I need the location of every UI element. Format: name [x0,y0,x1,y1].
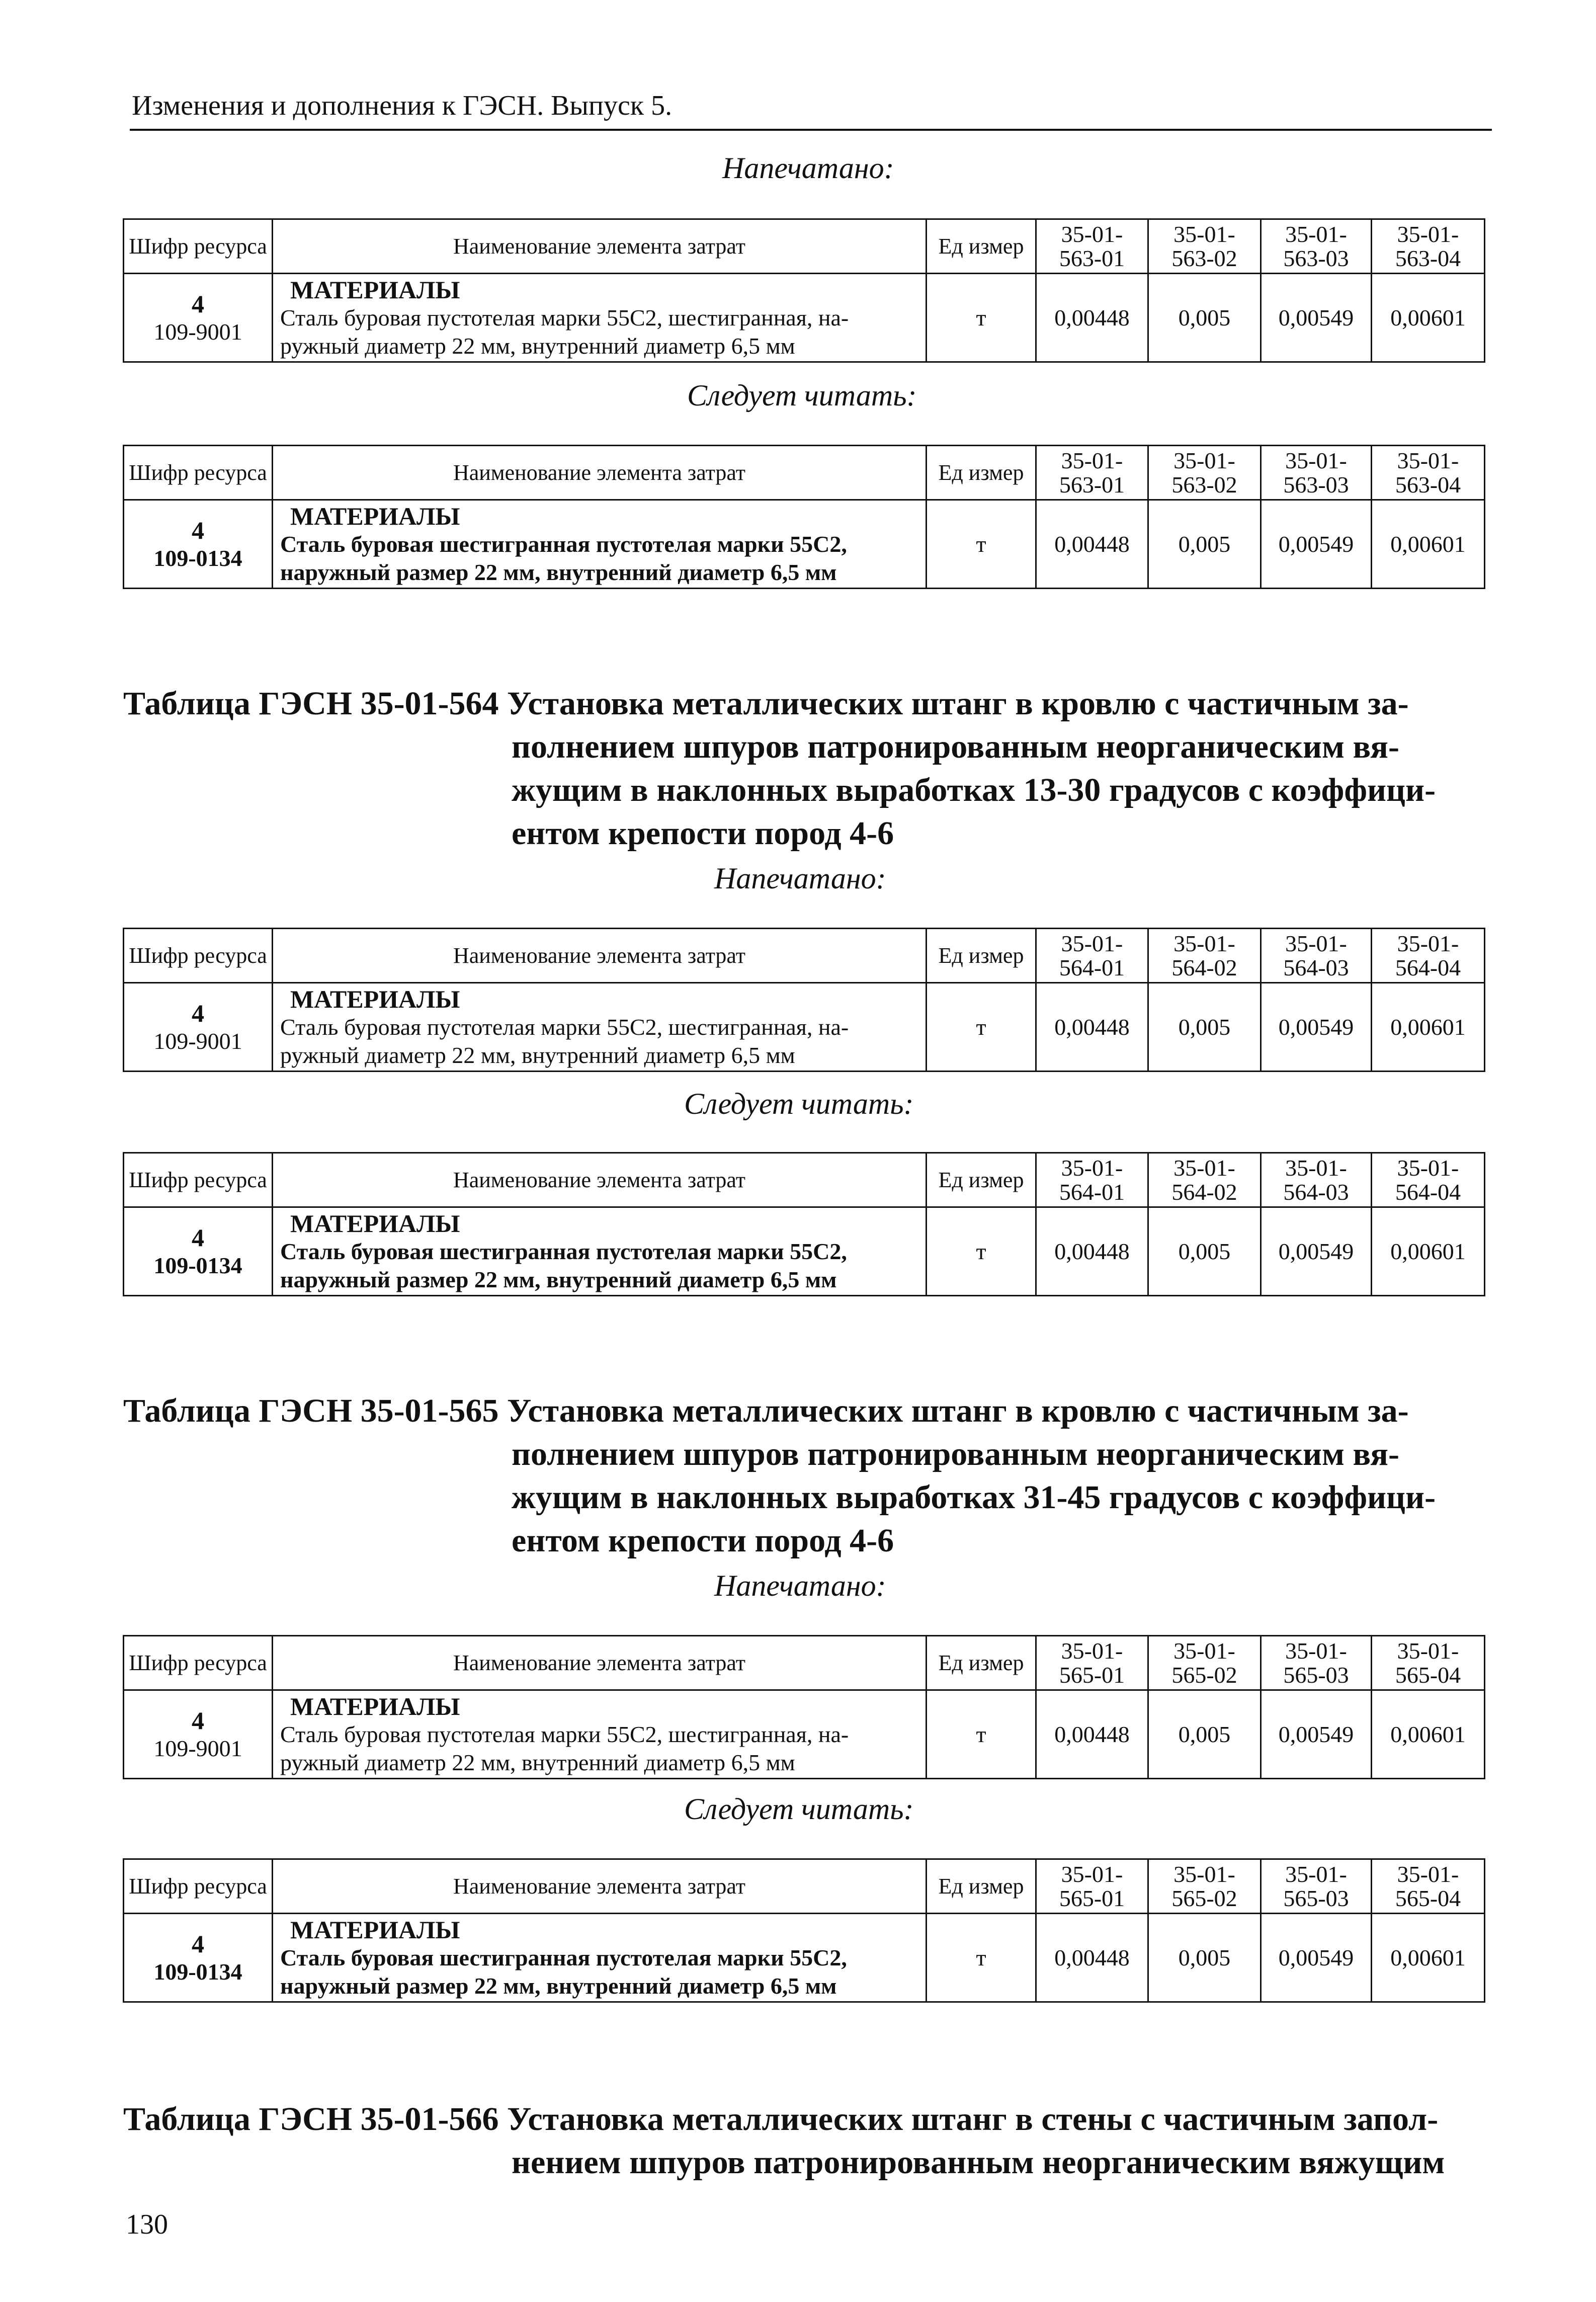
table-header-row [124,929,1485,983]
col-code-4: 35-01- 565-04 [1372,1859,1485,1914]
table-corrected-564 [123,1152,1485,1296]
col-code-2: 35-01- 563-02 [1148,219,1261,274]
col-unit: Ед измер [927,1153,1036,1207]
table-row [124,1207,1485,1296]
unit-cell: т [927,1207,1036,1296]
col-code-2: 35-01- 564-02 [1148,929,1261,983]
col-code-3: 35-01- 563-03 [1261,219,1372,274]
col-unit: Ед измер [927,219,1036,274]
value-cell: 0,00601 [1372,1690,1485,1779]
table-row [124,274,1485,362]
value-cell: 0,00448 [1036,983,1148,1072]
col-code: Шифр ресурса [124,219,273,274]
table-row [124,500,1485,589]
table-row [124,1914,1485,2002]
col-code-4: 35-01- 563-04 [1372,219,1485,274]
table-row [124,983,1485,1072]
resource-name-cell: МАТЕРИАЛЫ Сталь буровая шестигранная пустотелая марки 55С2, наружный размер 22 мм, внутренний диаметр 6,5 мм [273,1207,927,1296]
resource-name-cell: МАТЕРИАЛЫ Сталь буровая шестигранная пустотелая марки 55С2, наружный размер 22 мм, внутренний диаметр 6,5 мм [273,1914,927,2002]
resource-name-cell: МАТЕРИАЛЫ Сталь буровая шестигранная пустотелая марки 55С2, наружный размер 22 мм, внутренний диаметр 6,5 мм [273,500,927,589]
col-name: Наименование элемента затрат [273,1859,927,1914]
col-code-3: 35-01- 563-03 [1261,446,1372,500]
running-header: Изменения и дополнения к ГЭСН. Выпуск 5. [132,90,673,121]
caption-should-read: Следует читать: [684,1087,914,1120]
col-code-1: 35-01- 563-01 [1036,219,1148,274]
col-code-3: 35-01- 564-03 [1261,1153,1372,1207]
col-code: Шифр ресурса [124,1636,273,1690]
header-rule [130,129,1492,131]
col-code-1: 35-01- 564-01 [1036,1153,1148,1207]
value-cell: 0,00549 [1261,274,1372,362]
col-code: Шифр ресурса [124,929,273,983]
resource-name-cell: МАТЕРИАЛЫ Сталь буровая пустотелая марки 55С2, шестигранная, на- ружный диаметр 22 мм, внутренний диаметр 6,5 мм [273,274,927,362]
col-code-1: 35-01- 563-01 [1036,446,1148,500]
caption-should-read: Следует читать: [684,1792,914,1826]
section-title-565: Таблица ГЭСН 35-01-565 Установка металлических штанг в кровлю с частичным за- полнением шпуров патронированным неорганическим вя- жущим в наклонных выработках 31-45 градусов с коэффици- ентом крепости пород 4-6 [123,1392,1436,1559]
value-cell: 0,00448 [1036,500,1148,589]
table-header-row [124,446,1485,500]
col-code-3: 35-01- 564-03 [1261,929,1372,983]
value-cell: 0,00601 [1372,500,1485,589]
caption-should-read: Следует читать: [687,379,917,412]
col-name: Наименование элемента затрат [273,446,927,500]
table-printed-563 [123,218,1485,363]
resource-name-cell: МАТЕРИАЛЫ Сталь буровая пустотелая марки 55С2, шестигранная, на- ружный диаметр 22 мм, внутренний диаметр 6,5 мм [273,1690,927,1779]
col-code-2: 35-01- 565-02 [1148,1859,1261,1914]
value-cell: 0,005 [1148,1207,1261,1296]
value-cell: 0,00549 [1261,1690,1372,1779]
col-code-4: 35-01- 564-04 [1372,1153,1485,1207]
value-cell: 0,00601 [1372,1914,1485,2002]
col-unit: Ед измер [927,446,1036,500]
value-cell: 0,00448 [1036,1690,1148,1779]
value-cell: 0,005 [1148,983,1261,1072]
resource-code-cell: 4 109-0134 [124,500,273,589]
caption-printed: Напечатано: [722,151,894,185]
unit-cell: т [927,983,1036,1072]
col-name: Наименование элемента затрат [273,219,927,274]
value-cell: 0,005 [1148,1690,1261,1779]
col-code-3: 35-01- 565-03 [1261,1859,1372,1914]
value-cell: 0,005 [1148,274,1261,362]
col-code: Шифр ресурса [124,446,273,500]
table-corrected-565 [123,1858,1485,2003]
section-title-566: Таблица ГЭСН 35-01-566 Установка металлических штанг в стены с частичным запол- нением шпуров патронированным неорганическим вяжущим [123,2101,1445,2181]
col-name: Наименование элемента затрат [273,929,927,983]
col-code-4: 35-01- 563-04 [1372,446,1485,500]
col-unit: Ед измер [927,1636,1036,1690]
col-unit: Ед измер [927,929,1036,983]
col-code-2: 35-01- 564-02 [1148,1153,1261,1207]
caption-printed: Напечатано: [714,862,886,895]
value-cell: 0,00601 [1372,274,1485,362]
unit-cell: т [927,1690,1036,1779]
col-code-1: 35-01- 564-01 [1036,929,1148,983]
value-cell: 0,005 [1148,1914,1261,2002]
col-code-2: 35-01- 563-02 [1148,446,1261,500]
col-code-1: 35-01- 565-01 [1036,1859,1148,1914]
resource-code-cell: 4 109-0134 [124,1207,273,1296]
col-code-1: 35-01- 565-01 [1036,1636,1148,1690]
table-header-row [124,1859,1485,1914]
table-corrected-563 [123,445,1485,589]
value-cell: 0,00549 [1261,1207,1372,1296]
caption-printed: Напечатано: [714,1569,886,1602]
resource-code-cell: 4 109-9001 [124,274,273,362]
value-cell: 0,00549 [1261,500,1372,589]
col-code: Шифр ресурса [124,1859,273,1914]
value-cell: 0,00601 [1372,1207,1485,1296]
page-number: 130 [126,2209,168,2240]
resource-code-cell: 4 109-9001 [124,1690,273,1779]
table-header-row [124,1153,1485,1207]
table-printed-565 [123,1635,1485,1779]
table-header-row [124,219,1485,274]
col-code-3: 35-01- 565-03 [1261,1636,1372,1690]
resource-code-cell: 4 109-9001 [124,983,273,1072]
table-header-row [124,1636,1485,1690]
col-code-4: 35-01- 565-04 [1372,1636,1485,1690]
col-code-4: 35-01- 564-04 [1372,929,1485,983]
resource-name-cell: МАТЕРИАЛЫ Сталь буровая пустотелая марки 55С2, шестигранная, на- ружный диаметр 22 мм, внутренний диаметр 6,5 мм [273,983,927,1072]
col-unit: Ед измер [927,1859,1036,1914]
section-title-564: Таблица ГЭСН 35-01-564 Установка металлических штанг в кровлю с частичным за- полнением шпуров патронированным неорганическим вя- жущим в наклонных выработках 13-30 градусов с коэффици- ентом крепости пород 4-6 [123,685,1436,852]
value-cell: 0,00601 [1372,983,1485,1072]
col-name: Наименование элемента затрат [273,1636,927,1690]
value-cell: 0,00448 [1036,1914,1148,2002]
unit-cell: т [927,1914,1036,2002]
unit-cell: т [927,274,1036,362]
col-code: Шифр ресурса [124,1153,273,1207]
col-name: Наименование элемента затрат [273,1153,927,1207]
table-printed-564 [123,928,1485,1072]
table-row [124,1690,1485,1779]
value-cell: 0,00549 [1261,1914,1372,2002]
value-cell: 0,00549 [1261,983,1372,1072]
unit-cell: т [927,500,1036,589]
value-cell: 0,00448 [1036,274,1148,362]
col-code-2: 35-01- 565-02 [1148,1636,1261,1690]
value-cell: 0,005 [1148,500,1261,589]
resource-code-cell: 4 109-0134 [124,1914,273,2002]
value-cell: 0,00448 [1036,1207,1148,1296]
